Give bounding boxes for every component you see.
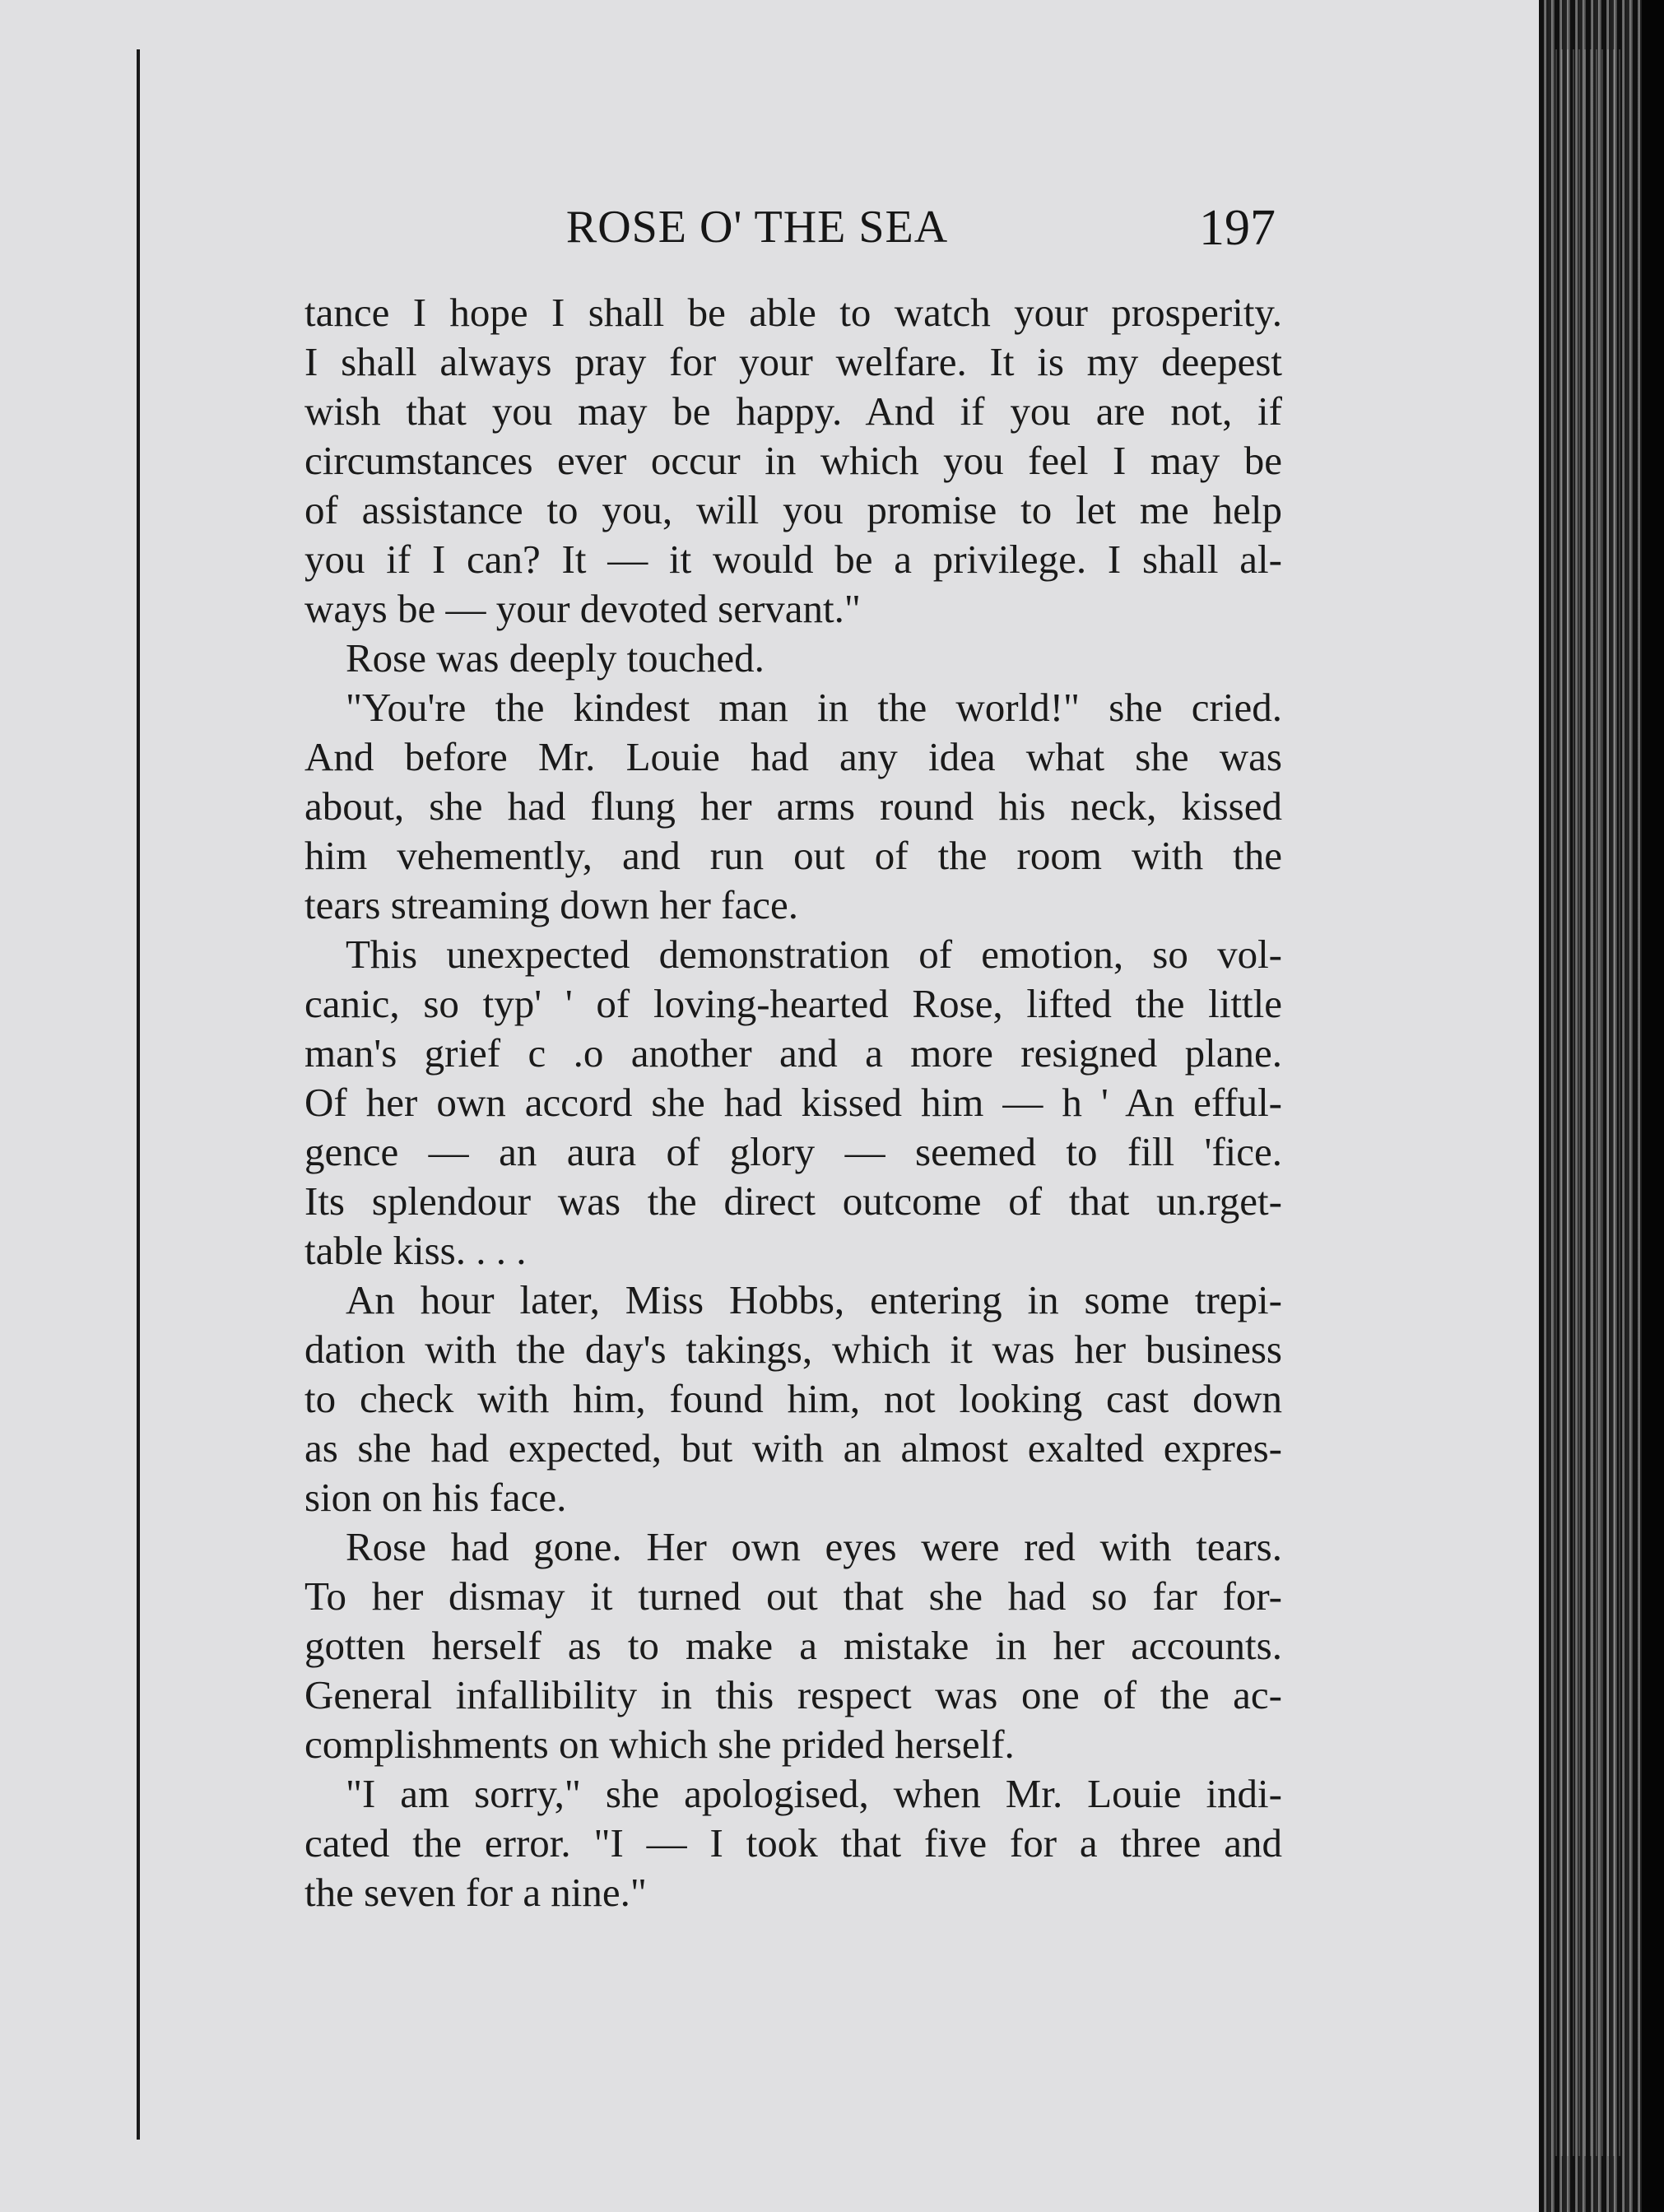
text-line: you if I can? It — it would be a privilege. I shall al-	[304, 537, 1282, 582]
text-line: dation with the day's takings, which it was her business	[304, 1327, 1282, 1372]
text-line: sion on his face.	[304, 1475, 567, 1520]
text-line: the seven for a nine."	[304, 1870, 647, 1915]
text-line: circumstances ever occur in which you feel I may be	[304, 438, 1282, 483]
text-line: Its splendour was the direct outcome of that un.rget-	[304, 1178, 1282, 1224]
text-line: him vehemently, and run out of the room with the	[304, 833, 1282, 878]
text-line: gotten herself as to make a mistake in her accounts.	[304, 1623, 1282, 1668]
text-line: "You're the kindest man in the world!" she cried.	[346, 685, 1282, 730]
text-line: And before Mr. Louie had any idea what she was	[304, 734, 1282, 779]
text-line: about, she had flung her arms round his neck, kissed	[304, 783, 1282, 829]
text-line: man's grief c .o another and a more resigned plane.	[304, 1030, 1282, 1076]
text-line: I shall always pray for your welfare. It is my deepest	[304, 339, 1282, 384]
text-line: Rose was deeply touched.	[346, 635, 765, 681]
text-line: General infallibility in this respect was one of the ac-	[304, 1672, 1282, 1717]
text-line: tance I hope I shall be able to watch your prosperity.	[304, 290, 1282, 335]
gutter-rule	[137, 49, 140, 2140]
text-line: To her dismay it turned out that she had so far for-	[304, 1573, 1282, 1619]
text-line: "I am sorry," she apologised, when Mr. Louie indi-	[346, 1771, 1282, 1816]
text-line: as she had expected, but with an almost exalted expres-	[304, 1425, 1282, 1471]
text-line: ways be — your devoted servant."	[304, 586, 861, 631]
body-text	[304, 288, 1282, 1917]
text-line: wish that you may be happy. And if you are not, if	[304, 388, 1282, 434]
text-line: An hour later, Miss Hobbs, entering in some trepi-	[346, 1277, 1282, 1322]
text-line: canic, so typ' ' of loving-hearted Rose, lifted the little	[304, 981, 1282, 1026]
text-line: Of her own accord she had kissed him — h ' An efful-	[304, 1080, 1282, 1125]
text-line: to check with him, found him, not looking cast down	[304, 1376, 1282, 1421]
text-line: cated the error. "I — I took that five for a three and	[304, 1820, 1282, 1866]
text-line: gence — an aura of glory — seemed to fill 'fice.	[304, 1129, 1282, 1174]
page-number: 197	[1199, 200, 1276, 256]
running-head	[304, 188, 1276, 262]
text-line: of assistance to you, will you promise to let me help	[304, 487, 1282, 532]
text-line: Rose had gone. Her own eyes were red with tears.	[346, 1524, 1282, 1569]
running-title: ROSE O' THE SEA	[565, 202, 949, 253]
text-line: This unexpected demonstration of emotion, so vol-	[346, 932, 1282, 977]
page-edge-texture	[1555, 49, 1621, 2156]
scan-border	[1642, 0, 1664, 2212]
text-line: tears streaming down her face.	[304, 882, 798, 927]
text-line: complishments on which she prided herself.	[304, 1722, 1015, 1767]
text-line: table kiss. . . .	[304, 1228, 527, 1273]
